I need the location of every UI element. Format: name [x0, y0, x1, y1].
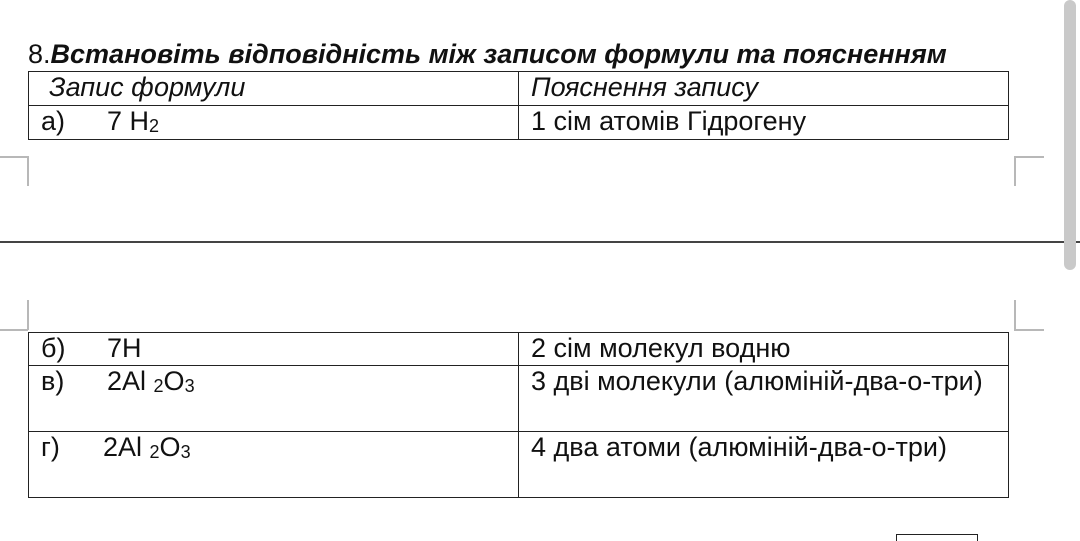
header-formula: Запис формули	[29, 72, 519, 106]
table-header-row	[29, 72, 1009, 106]
table-row	[29, 333, 1009, 366]
page-separator	[0, 241, 1080, 243]
header-explanation: Пояснення запису	[519, 72, 1009, 106]
page-corner-mark	[0, 156, 28, 158]
task-title-text: Встановіть відповідність між записом формули та поясненням	[50, 39, 947, 69]
formula-text: 7H	[107, 333, 142, 363]
row-letter: а)	[41, 106, 66, 136]
page-corner-mark	[27, 156, 29, 186]
formula-part-a: 2Al	[107, 366, 154, 396]
page-corner-mark	[27, 300, 29, 330]
row-letter: в)	[41, 366, 65, 396]
formula-subscript: 2	[149, 442, 160, 462]
formula-cell	[29, 432, 519, 498]
answer-box	[896, 534, 978, 541]
page-corner-mark	[1014, 300, 1016, 330]
formula-subscript: 2	[153, 376, 164, 396]
matching-table-bottom	[28, 332, 1009, 498]
formula-part-b: O	[159, 432, 181, 462]
page-corner-mark	[1014, 329, 1044, 331]
formula-main: 7 H	[107, 106, 150, 136]
page-corner-mark	[1014, 156, 1016, 186]
page-corner-mark	[1014, 156, 1044, 158]
formula-cell	[29, 333, 519, 366]
table-row	[29, 432, 1009, 498]
formula-subscript: 2	[149, 116, 160, 136]
scrollbar-thumb[interactable]	[1064, 0, 1076, 270]
task-number: 8.	[28, 39, 51, 69]
explanation-cell: 1 сім атомів Гідрогену	[519, 106, 1009, 140]
table-row	[29, 366, 1009, 432]
explanation-cell: 3 дві молекули (алюміній-два-о-три)	[519, 366, 1009, 432]
matching-table-top	[28, 71, 1009, 140]
formula-subscript: 3	[180, 442, 191, 462]
formula-cell	[29, 106, 519, 140]
task-title	[28, 38, 947, 70]
table-row	[29, 106, 1009, 140]
formula-part-b: O	[163, 366, 185, 396]
row-letter: б)	[41, 333, 66, 363]
formula-cell	[29, 366, 519, 432]
explanation-cell: 2 сім молекул водню	[519, 333, 1009, 366]
explanation-cell: 4 два атоми (алюміній-два-о-три)	[519, 432, 1009, 498]
page-corner-mark	[0, 329, 28, 331]
formula-part-a: 2Al	[103, 432, 150, 462]
row-letter: г)	[41, 432, 60, 462]
formula-subscript: 3	[184, 376, 195, 396]
